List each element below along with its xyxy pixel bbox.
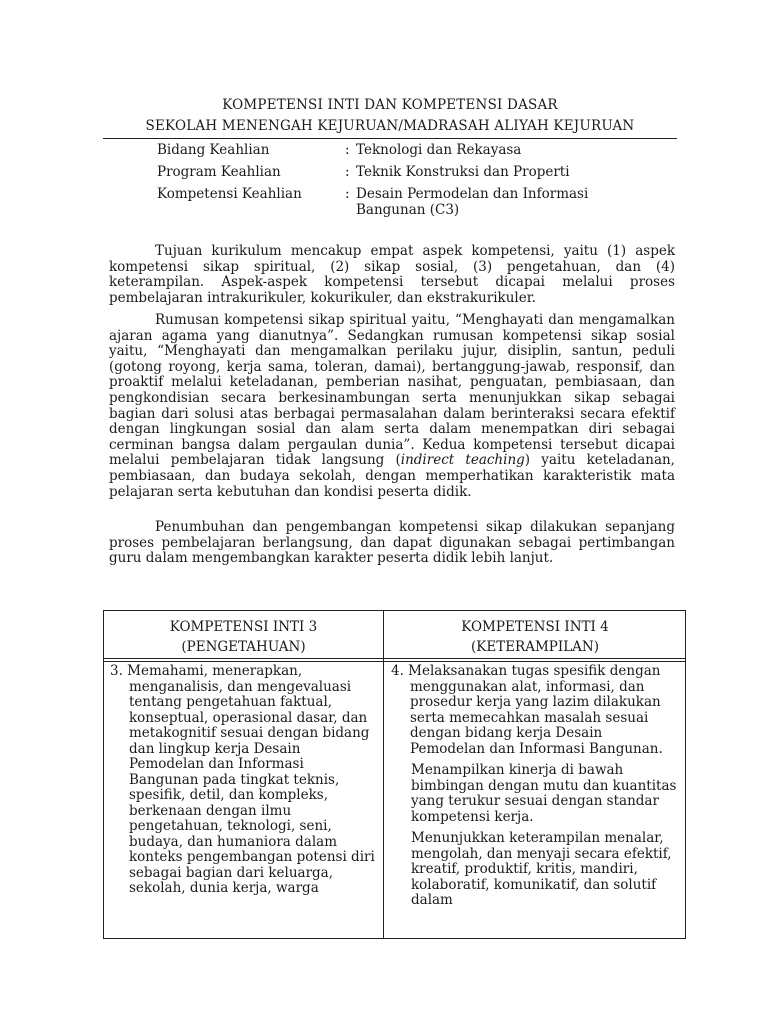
table-header-divider — [104, 658, 685, 659]
meta-colon: : — [345, 142, 350, 158]
ki4-header-title: KOMPETENSI INTI 4 — [461, 619, 609, 635]
paragraph-rumusan-text-end: ) yaitu keteladanan, pembiasaan, dan budaya sekolah, dengan memperhatikan karakteristik mata pelajaran serta kebutuhan dan kondisi peserta didik. — [109, 452, 675, 500]
kompetensi-inti-table — [103, 610, 686, 939]
meta-label: Kompetensi Keahlian — [157, 186, 302, 202]
document-title-line2: SEKOLAH MENENGAH KEJURUAN/MADRASAH ALIYAH KEJURUAN — [145, 118, 635, 134]
paragraph-penumbuhan: Penumbuhan dan pengembangan kompetensi sikap dilakukan sepanjang proses pembelajaran berlangsung, dan dapat digunakan sebagai pertimbangan guru dalam mengembangkan karakter peserta didik lebih lanjut. — [109, 519, 675, 567]
meta-colon: : — [345, 186, 350, 202]
paragraph-rumusan — [109, 313, 675, 500]
meta-label: Program Keahlian — [157, 164, 281, 180]
paragraph-tujuan: Tujuan kurikulum mencakup empat aspek kompetensi, yaitu (1) aspek kompetensi sikap spiritual, (2) sikap sosial, (3) pengetahuan, dan (4) keterampilan. Aspek-aspek kompetensi tersebut dicapai melalui proses pembelajaran intrakurikuler, kokurikuler, dan ekstrakurikuler. — [109, 243, 675, 306]
table-header-divider-double — [104, 661, 685, 662]
ki4-text-1: 4. Melaksanakan tugas spesifik dengan menggunakan alat, informasi, dan prosedur kerja yang lazim dilakukan serta memecahkan masalah sesuai dengan bidang kerja Desain Pemodelan dan Informasi Bangunan. — [391, 664, 663, 757]
ki4-header-subtitle: (KETERAMPILAN) — [470, 639, 599, 655]
meta-value: Teknik Konstruksi dan Properti — [356, 164, 570, 180]
ki4-text-2: Menampilkan kinerja di bawah bimbingan dengan mutu dan kuantitas yang terukur sesuai dengan standar kompetensi kerja. — [411, 762, 677, 825]
ki3-header-title: KOMPETENSI INTI 3 — [169, 619, 318, 635]
meta-value: Teknologi dan Rekayasa — [356, 142, 522, 158]
ki3-text: 3. Memahami, menerapkan, menganalisis, dan mengevaluasi tentang pengetahuan faktual, konseptual, operasional dasar, dan metakognitif sesuai dengan bidang dan lingkup kerja Desain Pemodelan dan Informasi Bangunan pada tingkat teknis, spesifik, detil, dan kompleks, berkenaan dengan ilmu pengetahuan, teknologi, seni, budaya, dan humaniora dalam konteks pengembangan potensi diri sebagai bagian dari keluarga, sekolah, dunia kerja, warga — [110, 664, 375, 896]
ki4-header — [384, 617, 686, 657]
meta-value: Desain Permodelan dan Informasi Bangunan (C3) — [356, 186, 589, 218]
ki4-text-3: Menunjukkan keterampilan menalar, mengolah, dan menyaji secara efektif, kreatif, produktif, kritis, mandiri, kolaboratif, komunikatif, dan solutif dalam — [411, 830, 672, 908]
ki3-cell — [110, 664, 376, 934]
ki4-cell — [391, 664, 681, 938]
paragraph-rumusan-text: Rumusan kompetensi sikap spiritual yaitu, “Menghayati dan mengamalkan ajaran agama yang dianutnya”. Sedangkan rumusan kompetensi sikap sosial yaitu, “Menghayati dan mengamalkan perilaku jujur, disiplin, santun, peduli (gotong royong, kerja sama, toleran, damai), bertanggung-jawab, responsif, dan proaktif melalui keteladanan, pemberian nasihat, penguatan, pembiasaan, dan pengkondisian secara berkesinambungan serta menunjukkan sikap sebagai bagian dari solusi atas berbagai permasalahan dalam berinteraksi secara efektif dengan lingkungan sosial dan alam serta dalam menempatkan diri sebagai cerminan bangsa dalam pergaulan dunia”. Kedua kompetensi tersebut dicapai melalui pembelajaran tidak langsung ( — [109, 312, 675, 469]
ki3-header — [104, 617, 383, 657]
title-divider — [103, 138, 677, 139]
meta-colon: : — [345, 164, 350, 180]
ki3-header-subtitle: (PENGETAHUAN) — [181, 639, 306, 655]
indirect-teaching-term: indirect teaching — [400, 452, 525, 469]
meta-label: Bidang Keahlian — [157, 142, 270, 158]
document-title-line1: KOMPETENSI INTI DAN KOMPETENSI DASAR — [222, 97, 558, 113]
